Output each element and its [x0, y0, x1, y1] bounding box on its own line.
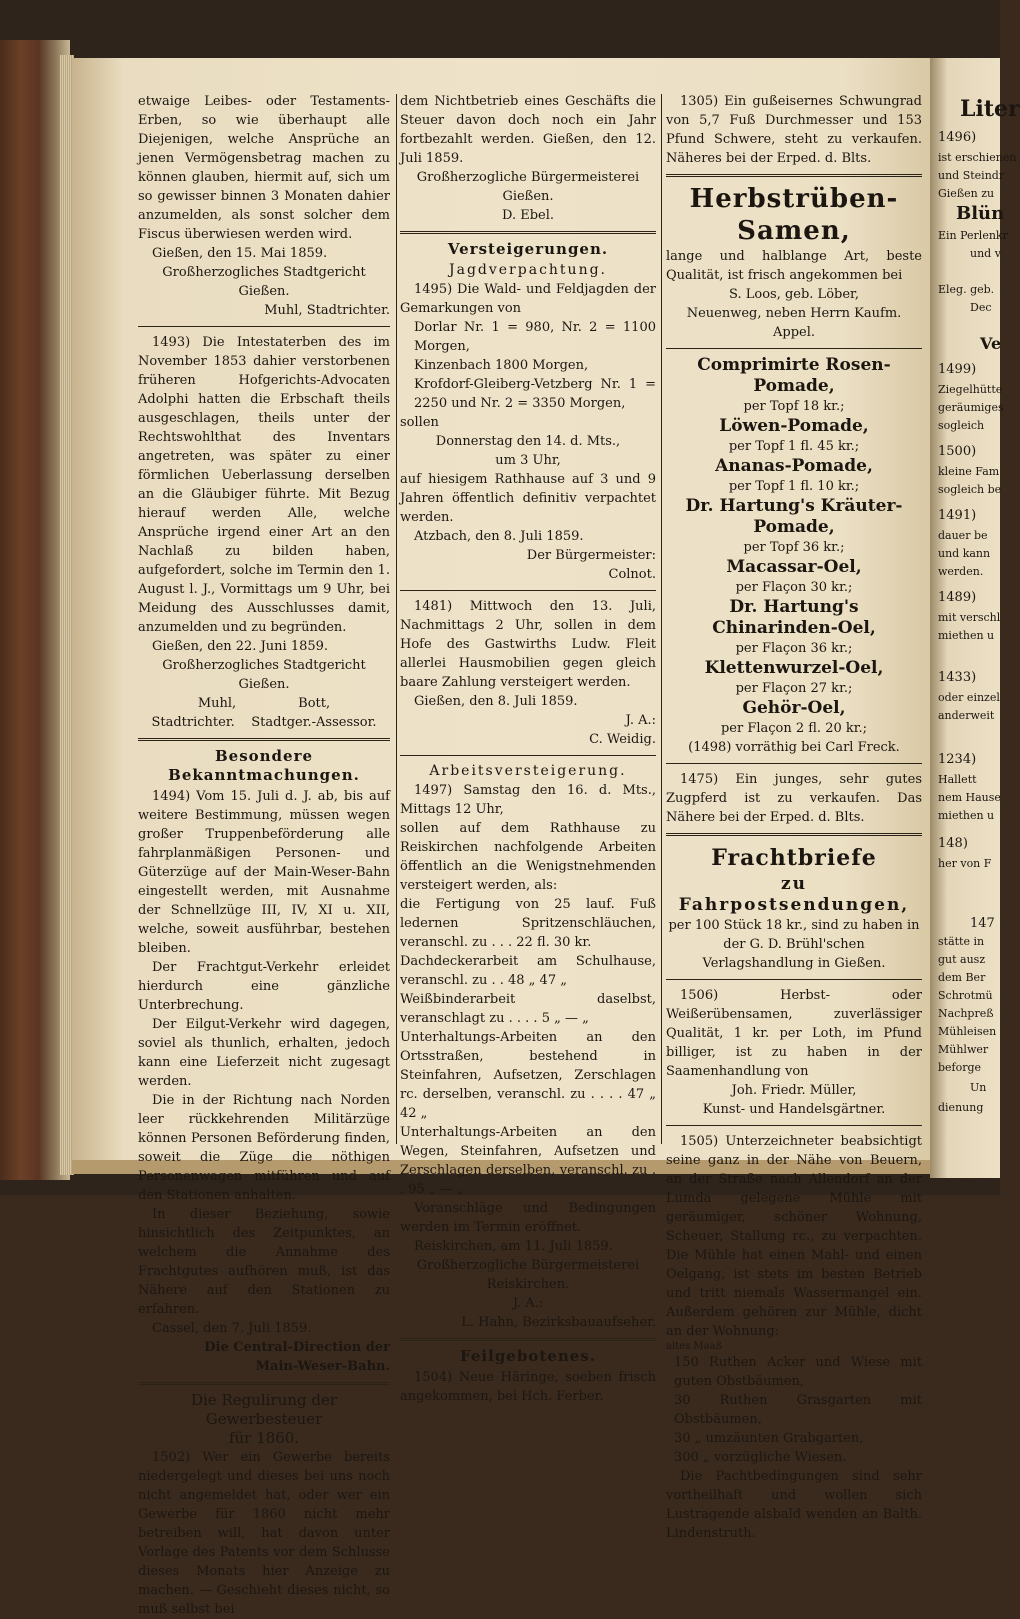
product-price: per Topf 1 fl. 45 kr.; [728, 439, 860, 454]
notice-1305: 1305) Ein gußeisernes Schwungrad von 5,7 Fuß Durchmesser und 153 Pfund Schwere, steht zu verkaufen. Näheres bei der Erped. d. Blts. [666, 94, 922, 166]
next-page-fragment [930, 58, 1020, 1178]
fragment-line: Dec [970, 301, 992, 314]
fragment-line: Eleg. geb. [938, 283, 995, 296]
notice-signature: Main-Weser-Bahn. [255, 1359, 390, 1374]
notice-signature: Colnot. [608, 567, 656, 582]
section-divider [400, 231, 656, 234]
land-item: 30 „ umzäunten Grabgarten, [674, 1431, 864, 1446]
product-price: per Topf 1 fl. 10 kr.; [728, 479, 860, 494]
notice-signature: J. A.: [625, 713, 656, 728]
ad-text: lange und halblange Art, beste Qualität, ist frisch angekommen bei [666, 249, 922, 283]
divider [400, 590, 656, 591]
notice-text: dem Nichtbetrieb eines Geschäfts die Steuer davon doch noch ein Jahr fortbezahlt werden. Gießen, den 12. Juli 1859. [400, 94, 656, 166]
work-item: Unterhaltungs-Arbeiten an den Wegen, Steinfahren, Aufsetzen und Zerschlagen derselben, veranschl. zu . . 95 „ — „ [400, 1125, 656, 1197]
work-item: Dachdeckerarbeit am Schulhause, veranschl. zu . . 48 „ 47 „ [400, 954, 656, 988]
notice-1504: 1504) Neue Häringe, soeben frisch angekommen, bei Hch. Ferber. [400, 1370, 656, 1404]
hunting-area: Kinzenbach 1800 Morgen, [414, 358, 589, 373]
divider [666, 1125, 922, 1126]
notice-1495: 1495) Die Wald- und Feldjagden der Gemarkungen von [400, 282, 656, 316]
section-divider [138, 1382, 390, 1385]
column-divider-2 [661, 94, 662, 1144]
section-divider [666, 174, 922, 177]
fragment-line: werden. [938, 565, 984, 578]
notice-1494-freight: Der Frachtgut-Verkehr erleidet hierdurch eine gänzliche Unterbrechung. [138, 960, 390, 1013]
notice-1494-info: In dieser Beziehung, sowie hinsichtlich des Zeitpunktes, an welchem die Annahme des Frachtgutes aufhören muß, ist das Nähere auf den Stationen zu erfahren. [138, 1207, 390, 1317]
notice-date: Cassel, den 7. Juli 1859. [152, 1321, 312, 1336]
fragment-line: 1433) [938, 670, 977, 685]
fragment-line: gut ausz [938, 953, 986, 966]
fragment-line: miethen u [938, 629, 995, 642]
fragment-line: 1491) [938, 508, 977, 523]
divider [666, 348, 922, 349]
product-name: Gehör-Oel, [742, 698, 846, 718]
notice-date: Atzbach, den 8. Juli 1859. [414, 529, 584, 544]
column-1 [138, 92, 390, 1619]
divider [138, 326, 390, 327]
fragment-line: 1499) [938, 362, 977, 377]
section-heading: Feilgebotenes. [460, 1347, 596, 1365]
fragment-line: sogleich [938, 419, 985, 432]
divider [666, 763, 922, 764]
product-name: Dr. Hartung's Chinarinden-Oel, [712, 597, 876, 638]
ad-headline: Herbstrüben-Samen, [689, 184, 899, 246]
fragment-line: Nachpreß [938, 1007, 994, 1020]
notice-signature: Der Bürgermeister: [526, 548, 656, 563]
hunting-area: Krofdorf-Gleiberg-Vetzberg Nr. 1 = 2250 und Nr. 2 = 3350 Morgen, [414, 377, 656, 411]
divider [400, 755, 656, 756]
work-item: die Fertigung von 25 lauf. Fuß ledernen Spritzenschläuchen, veranschl. zu . . . 22 fl. 30 kr. [400, 897, 656, 950]
hunting-area: Dorlar Nr. 1 = 980, Nr. 2 = 1100 Morgen, [414, 320, 656, 354]
fragment-line: 147 [970, 916, 995, 931]
fragment-line: 1500) [938, 444, 977, 459]
fragment-line: Ein Perlenkr [938, 229, 1008, 242]
land-item: 300 „ vorzügliche Wiesen. [674, 1450, 847, 1465]
fragment-line: und Steindr [938, 169, 1005, 182]
ad-seller: S. Loos, geb. Löber, [729, 287, 859, 302]
fragment-line: Gießen zu [938, 187, 995, 200]
fragment-line: 1496) [938, 130, 977, 145]
notice-text: sollen auf dem Rathhause zu Reiskirchen nachfolgende Arbeiten öffentlich an die Wenigstnehmenden versteigert werden, als: [400, 821, 656, 893]
notice-text: etwaige Leibes- oder Testaments-Erben, so wie überhaupt alle Diejenigen, welche Ansprüche an jenen Vermögensbetrag machen zu können glauben, hiermit auf, sich um so gewisser binnen 3 Monaten dahier anzumelden, als sonst solcher dem Fiscus überwiesen werden wird. [138, 94, 390, 242]
section-heading: Die Regulirung der Gewerbesteuer [190, 1391, 337, 1428]
notice-signature: C. Weidig. [589, 732, 656, 747]
fragment-line: sogleich be [938, 483, 1002, 496]
land-item: 150 Ruthen Acker und Wiese mit guten Obstbäumen, [674, 1355, 922, 1389]
fragment-line: Mühlwer [938, 1043, 989, 1056]
subsection-heading: Arbeitsversteigerung. [429, 763, 627, 779]
section-divider [400, 1338, 656, 1341]
fragment-line: Ziegelhütte [938, 383, 1003, 396]
notice-1502: 1502) Wer ein Gewerbe bereits niedergelegt und dieses bei uns noch nicht angemeldet hat, oder wer ein Gewerbe für 1860 nicht mehr betreiben will, hat davon unter Vorlage des Patents vor dem Schlusse dieses Monats hier Anzeige zu machen. — Geschieht dieses nicht, so muß selbst bei [138, 1450, 390, 1617]
notice-text: Die Pachtbedingungen sind sehr vortheilhaft und wollen sich Lustragende alsbald wenden an Balth. Lindenstruth. [666, 1469, 922, 1541]
fragment-heading: Ve [980, 334, 1002, 353]
fragment-line: 1489) [938, 590, 977, 605]
fragment-line: ist erschienen [938, 151, 1017, 164]
notice-1493: 1493) Die Intestaterben des im November 1853 dahier verstorbenen früheren Hofgerichts-Advocaten Adolphi hatten die Erbschaft theils ausgeschlagen, theils unter der Rechtswohlthat des Inventars angetreten, was später zu einer förmlichen Ueberlassung derselben an die Gläubiger führte. Mit Bezug hierauf werden Alle, welche Ansprüche irgend einer Art an den Nachlaß zu bilden haben, aufgefordert, solche im Termin den 1. August l. J., Vormittags um 9 Uhr, bei Meidung des Ausschlusses damit, anzumelden und zu begründen. [138, 335, 390, 635]
notice-signature: J. A.: [512, 1296, 544, 1311]
notice-date: Gießen, den 22. Juni 1859. [152, 639, 329, 654]
fragment-line: dauer be [938, 529, 988, 542]
fragment-line: Schrotmü [938, 989, 993, 1002]
notice-1481: 1481) Mittwoch den 13. Juli, Nachmittags 2 Uhr, sollen in dem Hofe des Gastwirths Ludw. Fleit allerlei Hausmobilien gegen gleich baare Zahlung versteigert werden. [400, 599, 656, 690]
section-heading: Versteigerungen. [447, 240, 609, 258]
fragment-line: Hallett [938, 773, 977, 786]
section-heading: Besondere Bekanntmachungen. [168, 747, 360, 784]
notice-signature: Die Central-Direction der [204, 1340, 390, 1355]
work-item: Weißbinderarbeit daselbst, veranschlagt zu . . . . 5 „ — „ [400, 992, 656, 1026]
subsection-heading: Jagdverpachtung. [448, 262, 607, 278]
ad-seller-title: Kunst- und Handelsgärtner. [702, 1102, 886, 1117]
notice-date: Reiskirchen, am 11. Juli 1859. [414, 1239, 613, 1254]
fragment-line: Un [970, 1081, 987, 1094]
fragment-line: kleine Fam [938, 465, 1000, 478]
product-price: per Flaçon 2 fl. 20 kr.; [720, 721, 868, 736]
section-divider [666, 833, 922, 836]
ad-text: per 100 Stück 18 kr., sind zu haben in der G. D. Brühl'schen Verlagshandlung in Gießen. [668, 918, 920, 971]
fragment-line: nem Hause [938, 791, 1001, 804]
divider [666, 979, 922, 980]
product-name: Ananas-Pomade, [715, 456, 873, 476]
fragment-line: oder einzel [938, 691, 1000, 704]
fragment-line: und kann [938, 547, 991, 560]
notice-authority: Großherzogliche Bürgermeisterei Gießen. [416, 170, 640, 204]
product-name: Macassar-Oel, [726, 557, 862, 577]
notice-authority: Großherzogliches Stadtgericht Gießen. [162, 658, 366, 692]
product-name: Dr. Hartung's Kräuter-Pomade, [685, 496, 903, 537]
notice-signature: Muhl, Stadtrichter. [264, 303, 390, 318]
notice-1494-express: Der Eilgut-Verkehr wird dagegen, soviel als thunlich, erhalten, jedoch kann eine Lieferzeit nicht zugesagt werden. [138, 1017, 390, 1089]
ad-address: Neuenweg, neben Herrn Kaufm. Appel. [686, 306, 902, 340]
ad-headline: zu Fahrpostsendungen, [678, 874, 910, 915]
notice-text: sollen [400, 415, 439, 430]
product-name: Comprimirte Rosen-Pomade, [697, 355, 891, 396]
fragment-line: stätte in [938, 935, 985, 948]
column-3 [666, 92, 922, 1543]
fragment-heading: Liter [960, 96, 1020, 122]
column-2 [400, 92, 656, 1406]
measure-note: altes Maaß [666, 1341, 723, 1352]
section-heading: für 1860. [228, 1429, 300, 1447]
section-divider [138, 738, 390, 741]
product-price: per Flaçon 27 kr.; [735, 681, 853, 696]
notice-signature: D. Ebel. [501, 208, 555, 223]
notice-date: Donnerstag den 14. d. Mts., [435, 434, 621, 449]
notice-1505: 1505) Unterzeichneter beabsichtigt seine ganz in der Nähe von Beuern, an der Straße nach Allendorf an der Lumda gelegene Mühle mit geräumiger, schöner Wohnung, Scheuer, Stallung rc., zu verpachten. Die Mühle hat einen Mahl- und einen Oelgang, ist stets im besten Betrieb und tritt niemals Wassermangel ein. Außerdem gehören zur Mühle, dicht an der Wohnung: [666, 1134, 922, 1339]
fragment-line: 148) [938, 836, 968, 851]
notice-1506: 1506) Herbst- oder Weißerübensamen, zuverlässiger Qualität, 1 kr. per Loth, im Pfund billiger, ist zu haben in der Saamenhandlung von [666, 988, 922, 1079]
fragment-line: und v [970, 247, 1001, 260]
ad-headline: Frachtbriefe [711, 845, 877, 871]
fragment-line: dienung [938, 1101, 984, 1114]
notice-signature: Muhl, Bott, [197, 696, 331, 711]
product-price: per Flaçon 36 kr.; [735, 641, 853, 656]
ad-seller: (1498) vorräthig bei Carl Freck. [688, 740, 900, 755]
notice-1494-north: Die in der Richtung nach Norden leer rückkehrenden Militärzüge können Personen Beförderung finden, soweit die Züge die nöthigen Personenwagen mitführen und auf den Stationen anhalten. [138, 1093, 390, 1203]
fragment-line: miethen u [938, 809, 995, 822]
ad-seller: Joh. Friedr. Müller, [731, 1083, 857, 1098]
work-item: Unterhaltungs-Arbeiten an den Ortsstraßen, bestehend in Steinfahren, Aufsetzen, Zerschlagen rc. derselben, veranschl. zu . . . . 47 „ 42 „ [400, 1030, 656, 1121]
fragment-line: 1234) [938, 752, 977, 767]
notice-time: um 3 Uhr, [495, 453, 561, 468]
product-price: per Topf 36 kr.; [743, 540, 845, 555]
notice-1475: 1475) Ein junges, sehr gutes Zugpferd ist zu verkaufen. Das Nähere bei der Erped. d. Blts. [666, 772, 922, 825]
fragment-line: mit verschl [938, 611, 1001, 624]
fragment-line: dem Ber [938, 971, 986, 984]
product-price: per Flaçon 30 kr.; [735, 580, 853, 595]
notice-text: Voranschläge und Bedingungen werden im Termin eröffnet. [400, 1201, 656, 1235]
notice-date: Gießen, den 15. Mai 1859. [152, 246, 328, 261]
fragment-line: Mühleisen [938, 1025, 997, 1038]
notice-1494: 1494) Vom 15. Juli d. J. ab, bis auf weitere Bestimmung, müssen wegen großer Truppenbeförderung alle fahrplanmäßigen Personen- und Güterzüge auf der Main-Weser-Bahn eingestellt werden, mit Ausnahme der Schnellzüge III, IV, XI u. XII, welche, soweit ausführbar, bestehen bleiben. [138, 789, 390, 956]
fragment-line: geräumiges [938, 401, 1004, 414]
notice-1497: 1497) Samstag den 16. d. Mts., Mittags 12 Uhr, [400, 783, 656, 817]
notice-text: auf hiesigem Rathhause auf 3 und 9 Jahren öffentlich definitiv verpachtet werden. [400, 472, 656, 525]
fragment-line: her von F [938, 857, 992, 870]
column-divider-1 [396, 94, 397, 1144]
notice-signature: L. Hahn, Bezirksbauaufseher. [461, 1315, 656, 1330]
fragment-line: anderweit [938, 709, 995, 722]
notice-signature: Stadtrichter. Stadtger.-Assessor. [151, 715, 377, 730]
land-item: 30 Ruthen Grasgarten mit Obstbäumen, [674, 1393, 922, 1427]
notice-authority: Großherzogliches Stadtgericht Gießen. [162, 265, 366, 299]
fragment-line: beforge [938, 1061, 982, 1074]
product-name: Klettenwurzel-Oel, [704, 658, 884, 678]
fragment-heading: Blün [956, 203, 1005, 224]
notice-date: Gießen, den 8. Juli 1859. [414, 694, 578, 709]
notice-authority: Großherzogliche Bürgermeisterei Reiskirchen. [416, 1258, 640, 1292]
product-name: Löwen-Pomade, [719, 416, 869, 436]
product-price: per Topf 18 kr.; [743, 399, 845, 414]
